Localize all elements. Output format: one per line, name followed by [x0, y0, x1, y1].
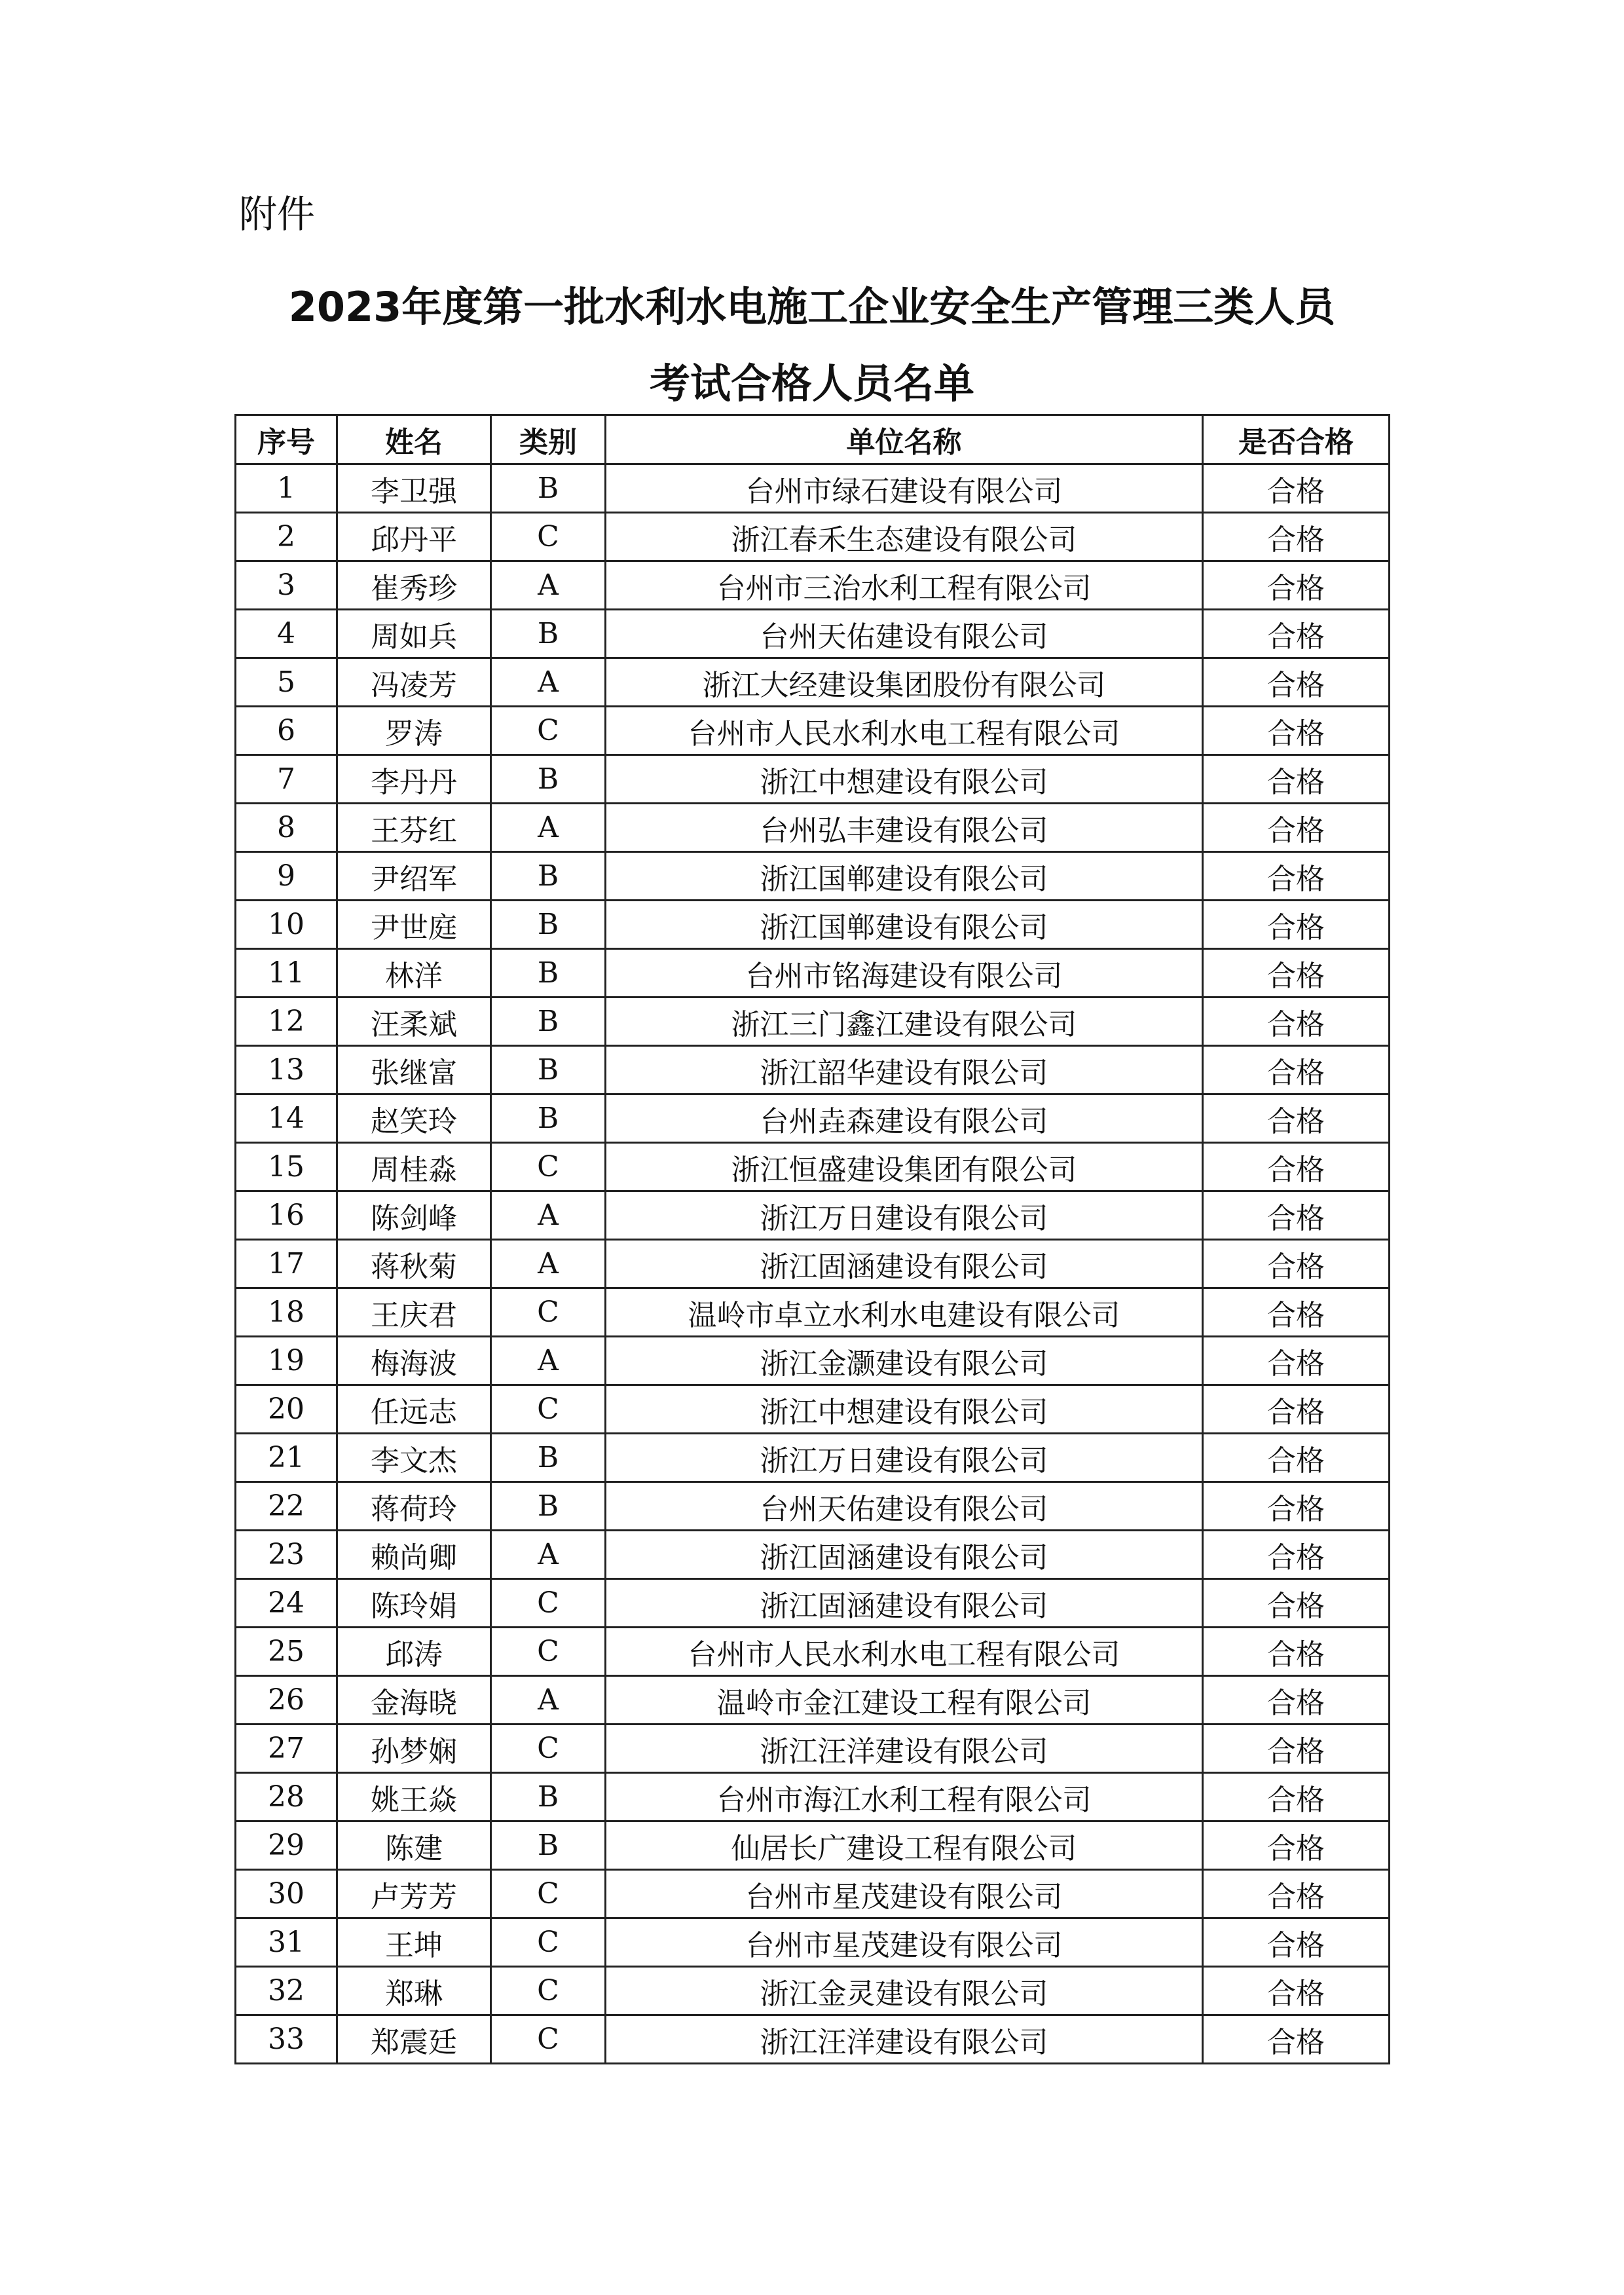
row-index: 28	[236, 1773, 337, 1821]
category: B	[491, 852, 606, 901]
qualified-status: 合格	[1203, 1482, 1390, 1531]
category: A	[491, 804, 606, 852]
table-row	[236, 1579, 1390, 1628]
table-row	[236, 1773, 1390, 1821]
table-row	[236, 707, 1390, 755]
category: B	[491, 1046, 606, 1094]
qualified-status: 合格	[1203, 1385, 1390, 1434]
qualified-status: 合格	[1203, 852, 1390, 901]
company-name: 浙江万日建设有限公司	[606, 1434, 1203, 1482]
category: B	[491, 755, 606, 804]
company-name: 浙江金灏建设有限公司	[606, 1337, 1203, 1385]
qualified-status: 合格	[1203, 1628, 1390, 1676]
qualified-status: 合格	[1203, 1870, 1390, 1918]
table-row	[236, 1046, 1390, 1094]
qualified-status: 合格	[1203, 998, 1390, 1046]
qualified-status: 合格	[1203, 1288, 1390, 1337]
qualified-status: 合格	[1203, 1773, 1390, 1821]
row-index: 12	[236, 998, 337, 1046]
company-name: 浙江春禾生态建设有限公司	[606, 513, 1203, 561]
row-index: 31	[236, 1918, 337, 1967]
table-row	[236, 804, 1390, 852]
attachment-label: 附件	[239, 192, 316, 236]
qualified-status: 合格	[1203, 1434, 1390, 1482]
category: C	[491, 1288, 606, 1337]
person-name: 陈剑峰	[337, 1191, 491, 1240]
qualified-status: 合格	[1203, 610, 1390, 658]
category: C	[491, 1143, 606, 1191]
column-header-index: 序号	[236, 415, 337, 464]
company-name: 温岭市卓立水利水电建设有限公司	[606, 1288, 1203, 1337]
person-name: 周桂淼	[337, 1143, 491, 1191]
category: B	[491, 1821, 606, 1870]
company-name: 浙江固涵建设有限公司	[606, 1579, 1203, 1628]
qualified-personnel-table	[234, 414, 1390, 2064]
row-index: 26	[236, 1676, 337, 1725]
category: C	[491, 1579, 606, 1628]
category: B	[491, 464, 606, 513]
table-header-row	[236, 415, 1390, 464]
company-name: 台州垚森建设有限公司	[606, 1094, 1203, 1143]
table-row	[236, 1821, 1390, 1870]
qualified-status: 合格	[1203, 1046, 1390, 1094]
table-row	[236, 610, 1390, 658]
company-name: 浙江固涵建设有限公司	[606, 1531, 1203, 1579]
row-index: 6	[236, 707, 337, 755]
table-row	[236, 464, 1390, 513]
qualified-status: 合格	[1203, 1579, 1390, 1628]
row-index: 7	[236, 755, 337, 804]
category: B	[491, 998, 606, 1046]
person-name: 蒋荷玲	[337, 1482, 491, 1531]
table-row	[236, 1967, 1390, 2015]
qualified-status: 合格	[1203, 1337, 1390, 1385]
category: A	[491, 561, 606, 610]
row-index: 22	[236, 1482, 337, 1531]
qualified-status: 合格	[1203, 1531, 1390, 1579]
company-name: 台州天佑建设有限公司	[606, 1482, 1203, 1531]
category: C	[491, 707, 606, 755]
company-name: 浙江韶华建设有限公司	[606, 1046, 1203, 1094]
column-header-qualified: 是否合格	[1203, 415, 1390, 464]
person-name: 卢芳芳	[337, 1870, 491, 1918]
table-row	[236, 1288, 1390, 1337]
table-row	[236, 949, 1390, 998]
row-index: 5	[236, 658, 337, 707]
person-name: 梅海波	[337, 1337, 491, 1385]
table-row	[236, 658, 1390, 707]
qualified-status: 合格	[1203, 1676, 1390, 1725]
person-name: 冯凌芳	[337, 658, 491, 707]
person-name: 周如兵	[337, 610, 491, 658]
person-name: 汪柔斌	[337, 998, 491, 1046]
company-name: 台州市星茂建设有限公司	[606, 1918, 1203, 1967]
person-name: 孙梦娴	[337, 1725, 491, 1773]
person-name: 王坤	[337, 1918, 491, 1967]
row-index: 19	[236, 1337, 337, 1385]
table-row	[236, 1434, 1390, 1482]
company-name: 台州市绿石建设有限公司	[606, 464, 1203, 513]
qualified-status: 合格	[1203, 1191, 1390, 1240]
company-name: 台州市铭海建设有限公司	[606, 949, 1203, 998]
category: A	[491, 1191, 606, 1240]
row-index: 32	[236, 1967, 337, 2015]
qualified-status: 合格	[1203, 513, 1390, 561]
company-name: 浙江金灵建设有限公司	[606, 1967, 1203, 2015]
row-index: 3	[236, 561, 337, 610]
category: C	[491, 1628, 606, 1676]
company-name: 仙居长广建设工程有限公司	[606, 1821, 1203, 1870]
row-index: 17	[236, 1240, 337, 1288]
qualified-status: 合格	[1203, 658, 1390, 707]
row-index: 13	[236, 1046, 337, 1094]
row-index: 23	[236, 1531, 337, 1579]
company-name: 浙江汪洋建设有限公司	[606, 2015, 1203, 2064]
category: A	[491, 1337, 606, 1385]
qualified-status: 合格	[1203, 949, 1390, 998]
table-row	[236, 1725, 1390, 1773]
person-name: 尹世庭	[337, 901, 491, 949]
qualified-status: 合格	[1203, 464, 1390, 513]
table-row	[236, 1094, 1390, 1143]
company-name: 浙江国郸建设有限公司	[606, 852, 1203, 901]
person-name: 林洋	[337, 949, 491, 998]
table-row	[236, 1191, 1390, 1240]
table-row	[236, 1385, 1390, 1434]
qualified-status: 合格	[1203, 1967, 1390, 2015]
table-row	[236, 513, 1390, 561]
qualified-status: 合格	[1203, 2015, 1390, 2064]
row-index: 1	[236, 464, 337, 513]
company-name: 浙江恒盛建设集团有限公司	[606, 1143, 1203, 1191]
person-name: 邱涛	[337, 1628, 491, 1676]
row-index: 21	[236, 1434, 337, 1482]
category: A	[491, 1531, 606, 1579]
table-row	[236, 1870, 1390, 1918]
person-name: 陈玲娟	[337, 1579, 491, 1628]
person-name: 郑震廷	[337, 2015, 491, 2064]
table-row	[236, 1143, 1390, 1191]
document-title-line-1: 2023年度第一批水利水电施工企业安全生产管理三类人员	[288, 283, 1336, 331]
table-row	[236, 1918, 1390, 1967]
company-name: 台州市人民水利水电工程有限公司	[606, 707, 1203, 755]
table-row	[236, 998, 1390, 1046]
person-name: 罗涛	[337, 707, 491, 755]
row-index: 16	[236, 1191, 337, 1240]
category: C	[491, 1918, 606, 1967]
category: B	[491, 1773, 606, 1821]
row-index: 9	[236, 852, 337, 901]
company-name: 浙江汪洋建设有限公司	[606, 1725, 1203, 1773]
category: C	[491, 1870, 606, 1918]
category: B	[491, 1434, 606, 1482]
qualified-status: 合格	[1203, 1821, 1390, 1870]
category: C	[491, 1385, 606, 1434]
column-header-name: 姓名	[337, 415, 491, 464]
person-name: 李卫强	[337, 464, 491, 513]
row-index: 4	[236, 610, 337, 658]
person-name: 李文杰	[337, 1434, 491, 1482]
table-row	[236, 852, 1390, 901]
table-row	[236, 1628, 1390, 1676]
qualified-status: 合格	[1203, 1240, 1390, 1288]
company-name: 浙江固涵建设有限公司	[606, 1240, 1203, 1288]
category: B	[491, 949, 606, 998]
qualified-status: 合格	[1203, 901, 1390, 949]
category: C	[491, 513, 606, 561]
company-name: 台州弘丰建设有限公司	[606, 804, 1203, 852]
category: B	[491, 1482, 606, 1531]
person-name: 赵笑玲	[337, 1094, 491, 1143]
person-name: 尹绍军	[337, 852, 491, 901]
table-row	[236, 561, 1390, 610]
category: B	[491, 901, 606, 949]
person-name: 任远志	[337, 1385, 491, 1434]
qualified-status: 合格	[1203, 1918, 1390, 1967]
category: C	[491, 1967, 606, 2015]
table-row	[236, 1531, 1390, 1579]
row-index: 11	[236, 949, 337, 998]
person-name: 王芬红	[337, 804, 491, 852]
person-name: 赖尚卿	[337, 1531, 491, 1579]
row-index: 20	[236, 1385, 337, 1434]
row-index: 8	[236, 804, 337, 852]
person-name: 金海晓	[337, 1676, 491, 1725]
column-header-category: 类别	[491, 415, 606, 464]
person-name: 郑琳	[337, 1967, 491, 2015]
company-name: 浙江万日建设有限公司	[606, 1191, 1203, 1240]
company-name: 浙江三门鑫江建设有限公司	[606, 998, 1203, 1046]
category: A	[491, 658, 606, 707]
category: B	[491, 1094, 606, 1143]
qualified-status: 合格	[1203, 755, 1390, 804]
table-row	[236, 1676, 1390, 1725]
company-name: 浙江中想建设有限公司	[606, 1385, 1203, 1434]
company-name: 浙江国郸建设有限公司	[606, 901, 1203, 949]
row-index: 29	[236, 1821, 337, 1870]
qualified-status: 合格	[1203, 804, 1390, 852]
document-title-line-2: 考试合格人员名单	[649, 360, 974, 407]
qualified-status: 合格	[1203, 561, 1390, 610]
row-index: 10	[236, 901, 337, 949]
column-header-company: 单位名称	[606, 415, 1203, 464]
company-name: 台州天佑建设有限公司	[606, 610, 1203, 658]
company-name: 台州市星茂建设有限公司	[606, 1870, 1203, 1918]
category: C	[491, 1725, 606, 1773]
row-index: 15	[236, 1143, 337, 1191]
row-index: 18	[236, 1288, 337, 1337]
row-index: 33	[236, 2015, 337, 2064]
company-name: 温岭市金江建设工程有限公司	[606, 1676, 1203, 1725]
person-name: 王庆君	[337, 1288, 491, 1337]
company-name: 浙江中想建设有限公司	[606, 755, 1203, 804]
table-row	[236, 2015, 1390, 2064]
qualified-status: 合格	[1203, 707, 1390, 755]
table-row	[236, 1240, 1390, 1288]
company-name: 台州市三治水利工程有限公司	[606, 561, 1203, 610]
category: A	[491, 1240, 606, 1288]
qualified-status: 合格	[1203, 1094, 1390, 1143]
row-index: 14	[236, 1094, 337, 1143]
row-index: 25	[236, 1628, 337, 1676]
person-name: 蒋秋菊	[337, 1240, 491, 1288]
company-name: 台州市人民水利水电工程有限公司	[606, 1628, 1203, 1676]
person-name: 李丹丹	[337, 755, 491, 804]
category: A	[491, 1676, 606, 1725]
person-name: 陈建	[337, 1821, 491, 1870]
company-name: 浙江大经建设集团股份有限公司	[606, 658, 1203, 707]
row-index: 24	[236, 1579, 337, 1628]
person-name: 姚王焱	[337, 1773, 491, 1821]
table-row	[236, 1482, 1390, 1531]
qualified-status: 合格	[1203, 1143, 1390, 1191]
row-index: 27	[236, 1725, 337, 1773]
table-row	[236, 901, 1390, 949]
company-name: 台州市海江水利工程有限公司	[606, 1773, 1203, 1821]
qualified-status: 合格	[1203, 1725, 1390, 1773]
table-body	[236, 464, 1390, 2064]
category: B	[491, 610, 606, 658]
table-row	[236, 755, 1390, 804]
row-index: 30	[236, 1870, 337, 1918]
person-name: 邱丹平	[337, 513, 491, 561]
person-name: 张继富	[337, 1046, 491, 1094]
category: C	[491, 2015, 606, 2064]
person-name: 崔秀珍	[337, 561, 491, 610]
row-index: 2	[236, 513, 337, 561]
table-row	[236, 1337, 1390, 1385]
